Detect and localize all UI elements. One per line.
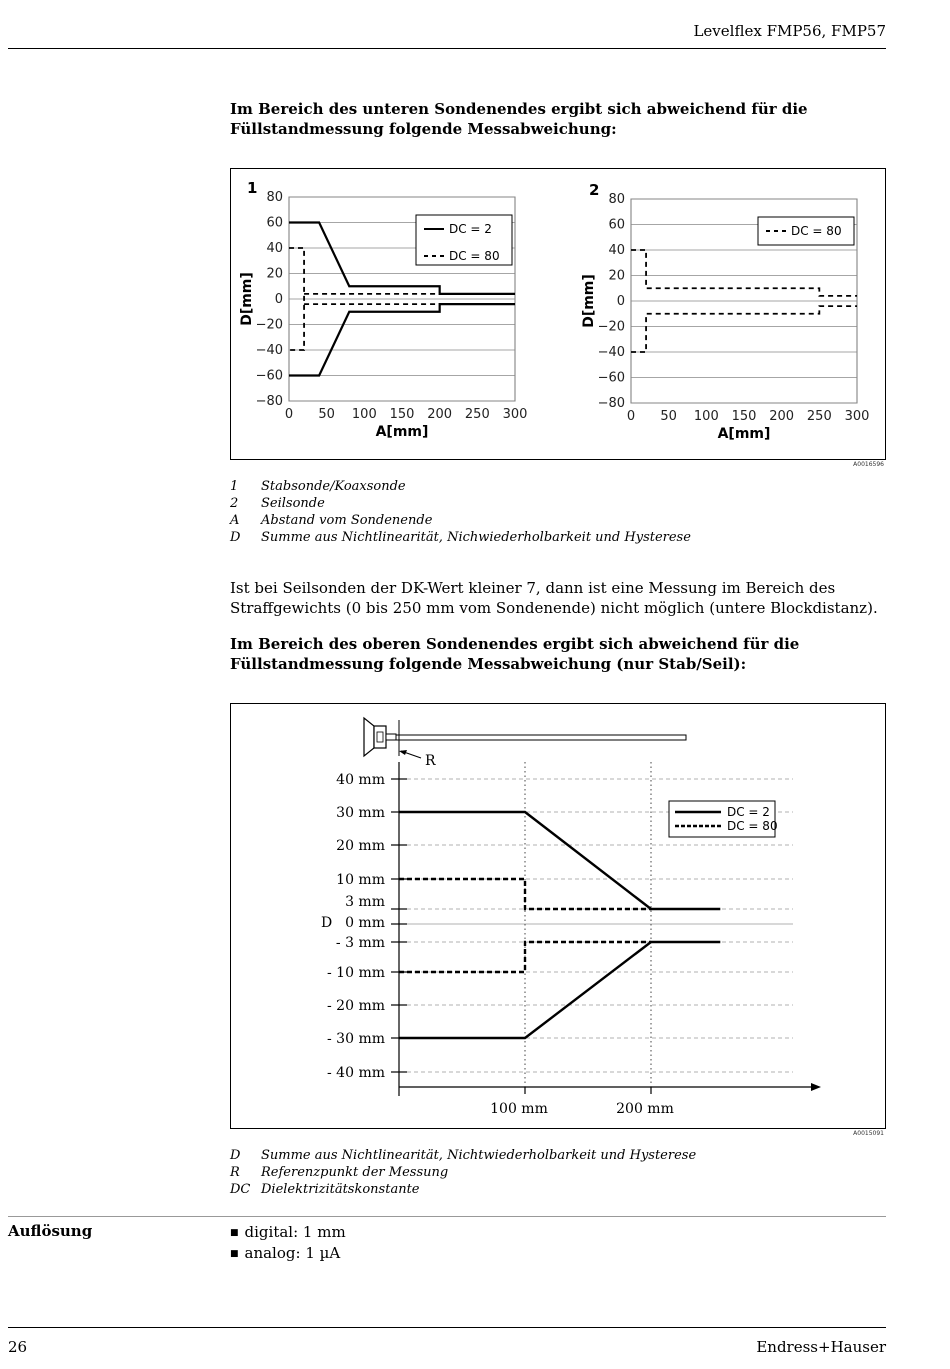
figure1-id: A0016596 [853,461,884,468]
process-connection-inner [377,732,383,742]
x-tick-label: 300 [844,409,870,424]
probe-collar [386,734,396,740]
legend-entry: 1 Stabsonde/Koaxsonde [230,479,406,494]
y-tick-label: 3 mm [345,894,385,910]
x-tick-label: 0 [626,409,636,424]
panel-label: 1 [247,179,258,197]
lower-probe-end-charts [231,169,885,459]
y-tick-label: 0 [274,292,283,307]
legend-entry: 2 Seilsonde [230,496,325,511]
chart-panel-2 [581,181,869,442]
y-tick-label: 30 mm [336,805,385,821]
legend-entry: R Referenzpunkt der Messung [230,1165,449,1180]
y-tick-label: 40 [266,241,283,256]
x-tick-label: 50 [318,407,335,422]
series-line-dc2 [399,942,720,1038]
y-tick-label: −60 [597,370,625,386]
y-tick-label: - 20 mm [327,998,385,1014]
x-tick-label: 0 [284,407,294,422]
x-tick-label: 200 [769,409,795,424]
reference-label: R [425,753,436,769]
chart-panel-1 [239,179,527,440]
x-tick-label: 300 [502,407,528,422]
section1-heading: Im Bereich des unteren Sondenendes ergibt sich abweichend für die Füllstandmessung folgende Messabweichung: [230,100,808,138]
reference-arrowhead [399,750,407,755]
y-tick-label: 80 [266,190,283,205]
y-axis-label: D[mm] [239,272,255,326]
y-tick-label: - 40 mm [327,1065,385,1081]
resolution-item: ■ digital: 1 mm [230,1223,346,1244]
page-number: 26 [8,1338,28,1356]
legend-entry: A Abstand vom Sondenende [230,513,433,528]
y-axis-label: D [321,915,333,931]
y-tick-label: 0 mm [345,915,385,931]
flange-cone [364,718,374,756]
probe-rod [396,735,686,740]
y-tick-label: 20 mm [336,838,385,854]
section2-heading: Im Bereich des oberen Sondenendes ergibt sich abweichend für die Füllstandmessung folgende Messabweichung (nur Stab/Seil): [230,635,800,673]
series-line-dc80 [399,879,651,909]
y-tick-label: 80 [608,192,625,207]
legend-entry: DC Dielektrizitätskonstante [230,1182,420,1197]
upper-probe-end-chart [231,704,885,1128]
y-tick-label: 40 [608,243,625,258]
x-tick-label: 50 [660,409,677,424]
y-tick-label: −40 [597,345,625,360]
y-tick-label: 20 [266,266,283,282]
upper-chart [321,718,821,1117]
x-tick-label: 200 [427,407,453,422]
legend-label: DC = 2 [449,222,492,236]
resolution-label: Auflösung [8,1222,93,1240]
figure-upper-probe-end [230,703,886,1129]
section-rule [8,1216,886,1217]
y-tick-label: −80 [597,396,625,411]
footer-brand: Endress+Hauser [756,1338,886,1356]
legend-label: DC = 80 [727,819,778,833]
x-tick-label: 250 [806,409,832,424]
legend-label: DC = 2 [727,805,770,819]
footer-rule [8,1327,886,1328]
y-tick-label: 40 mm [336,772,385,788]
figure1-legend [230,478,691,546]
legend-entry: D Summe aus Nichtlinearität, Nichwiederholbarkeit und Hysterese [230,530,691,545]
x-tick-label: 100 mm [490,1101,548,1117]
legend-label: DC = 80 [791,224,842,238]
y-tick-label: - 3 mm [335,935,385,951]
resolution-list [230,1223,346,1265]
figure-lower-probe-end [230,168,886,460]
y-tick-label: 60 [608,217,625,233]
y-tick-label: 60 [266,215,283,231]
y-tick-label: −80 [255,394,283,409]
legend-label: DC = 80 [449,249,500,263]
x-axis-arrowhead [811,1083,821,1091]
figure2-legend [230,1147,696,1198]
header-rule [8,48,886,49]
y-tick-label: −20 [255,317,283,333]
resolution-item: ■ analog: 1 µA [230,1244,346,1265]
x-axis-label: A[mm] [375,424,429,440]
y-tick-label: - 10 mm [327,965,385,981]
y-tick-label: −20 [597,319,625,335]
x-tick-label: 100 [351,407,377,422]
y-tick-label: - 30 mm [327,1031,385,1047]
document-header-title: Levelflex FMP56, FMP57 [693,22,886,40]
x-axis-label: A[mm] [717,426,771,442]
x-tick-label: 100 [693,409,719,424]
x-tick-label: 250 [464,407,490,422]
x-tick-label: 150 [389,407,415,422]
blocking-distance-paragraph: Ist bei Seilsonden der DK-Wert kleiner 7, dann ist eine Messung im Bereich des Straffgewichts (0 bis 250 mm vom Sondenende) nicht möglich (untere Blockdistanz). [230,579,878,617]
y-tick-label: −60 [255,368,283,384]
y-axis-label: D[mm] [581,274,597,328]
x-tick-label: 150 [731,409,757,424]
figure2-id: A0015091 [853,1130,884,1137]
panel-label: 2 [589,181,600,199]
y-tick-label: 20 [608,268,625,284]
y-tick-label: 0 [616,294,625,309]
y-tick-label: −40 [255,343,283,358]
x-tick-label: 200 mm [616,1101,674,1117]
y-tick-label: 10 mm [336,872,385,888]
legend-entry: D Summe aus Nichtlinearität, Nichtwiederholbarkeit und Hysterese [230,1148,697,1163]
